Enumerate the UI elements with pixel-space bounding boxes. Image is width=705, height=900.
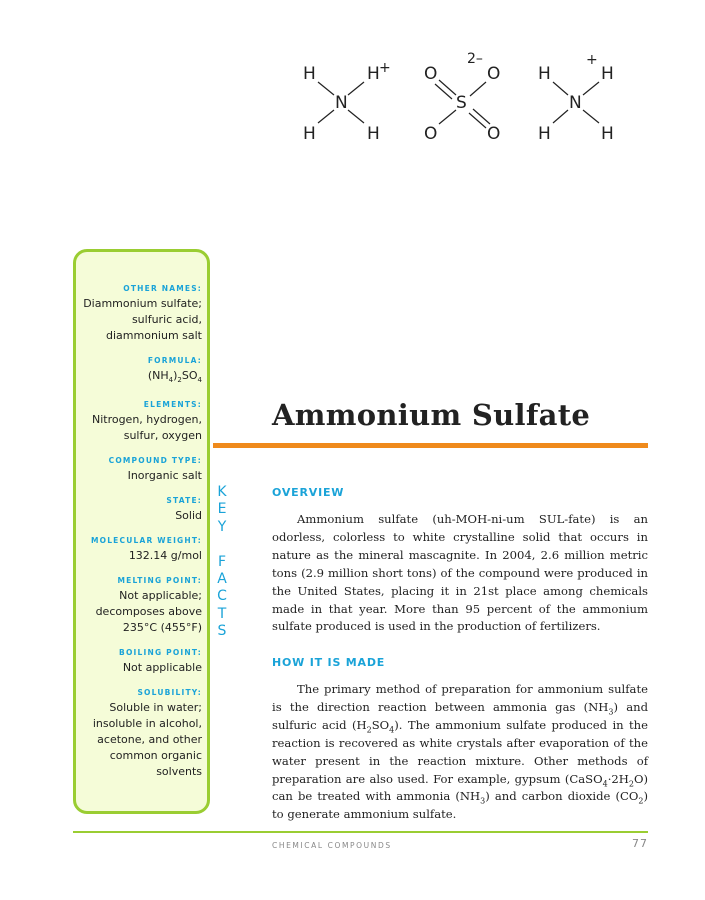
charge-2-minus: 2– xyxy=(467,51,483,67)
how-it-is-made-heading: HOW IT IS MADE xyxy=(272,656,386,669)
key-facts-list xyxy=(74,284,202,792)
bond xyxy=(469,113,486,128)
ammonium-sulfate-structure xyxy=(0,0,705,160)
compound-type-label: COMPOUND TYPE: xyxy=(108,456,202,466)
other-names-value: Diammonium sulfate; sulfuric acid, diammonium salt xyxy=(83,297,202,342)
atom-h: H xyxy=(303,124,316,144)
footer-label: CHEMICAL COMPOUNDS xyxy=(272,841,392,850)
bond xyxy=(318,82,334,95)
bond xyxy=(553,110,568,123)
compound-type-value: Inorganic salt xyxy=(127,469,202,483)
bond xyxy=(470,82,486,96)
boiling-point-value: Not applicable xyxy=(122,661,202,675)
atom-o: O xyxy=(424,64,438,84)
bond xyxy=(348,82,364,95)
key-facts-vertical-label: K E Y F A C T S xyxy=(217,484,227,640)
atom-h: H xyxy=(538,124,551,144)
atom-o: O xyxy=(424,124,438,144)
solubility-value: Soluble in water; insoluble in alcohol, acetone, and other common organic solvents xyxy=(92,701,202,779)
atom-h: H xyxy=(303,64,316,84)
atom-h: H xyxy=(538,64,551,84)
bond xyxy=(473,109,490,124)
melting-point-label: MELTING POINT: xyxy=(117,576,202,586)
bond xyxy=(583,110,599,123)
atom-n: N xyxy=(569,93,582,113)
bond xyxy=(439,110,456,124)
page-title: Ammonium Sulfate xyxy=(272,398,591,432)
bond xyxy=(583,82,599,95)
elements-value: Nitrogen, hydrogen, sulfur, oxygen xyxy=(91,413,202,443)
title-divider xyxy=(213,443,648,448)
boiling-point-label: BOILING POINT: xyxy=(119,648,202,658)
atom-h: H xyxy=(601,64,614,84)
bond xyxy=(435,84,452,99)
bond xyxy=(553,82,568,95)
state-label: STATE: xyxy=(166,496,202,506)
footer-divider xyxy=(73,831,648,833)
charge-plus: + xyxy=(586,52,598,68)
atom-o: O xyxy=(487,124,501,144)
how-it-is-made-paragraph: The primary method of preparation for ammonium sulfate is the direction reaction between ammonia gas $(NH_3)$ and sulfuric acid $(H_2SO_4)$. The ammonium sulfate produced in the reaction is recovered as white crystals after evaporation of the water present in the reaction mixture. Other methods of preparation are also used. For example, gypsum $(CaSO_4\cdot 2H_2O)$ can be treated with ammonia $(NH_3)$ and carbon dioxide $(CO_2)$ to generate ammonium sulfate. xyxy=(272,682,649,822)
formula-label: FORMULA: xyxy=(147,356,202,365)
solubility-label: SOLUBILITY: xyxy=(137,688,202,698)
melting-point-value: Not applicable; decomposes above 235°C (455°F) xyxy=(95,589,202,635)
page-number: 77 xyxy=(632,837,648,850)
atom-n: N xyxy=(335,93,348,113)
atom-s: S xyxy=(456,93,467,113)
molecular-weight-label: MOLECULAR WEIGHT: xyxy=(90,536,202,546)
charge-plus: + xyxy=(379,60,391,76)
atom-h: H xyxy=(601,124,614,144)
bond xyxy=(348,110,364,123)
bond xyxy=(318,110,334,123)
molecular-weight-value: 132.14 g/mol xyxy=(128,549,202,563)
key-facts-box xyxy=(73,249,210,814)
formula-value: $(NH_4)_2SO_4$ xyxy=(147,369,202,385)
overview-paragraph: Ammonium sulfate (uh-MOH-ni-um SUL-fate) is an odorless, colorless to white crystalline solid that occurs in nature as the mineral mascagnite. In 2004, 2.6 million metric tons (2.9 million short tons) of the compound were produced in the United States, placing it in 21st place among chemicals made in that year. More than 95 percent of the ammonium sulfate produced is used in the production of fertilizers. xyxy=(272,512,648,634)
state-value: Solid xyxy=(175,509,202,523)
elements-label: ELEMENTS: xyxy=(143,400,202,410)
bond xyxy=(439,80,456,95)
atom-o: O xyxy=(487,64,501,84)
other-names-label: OTHER NAMES: xyxy=(123,284,202,293)
overview-heading: OVERVIEW xyxy=(272,486,345,499)
atom-h: H xyxy=(367,124,380,144)
atom-h: H xyxy=(367,64,380,84)
